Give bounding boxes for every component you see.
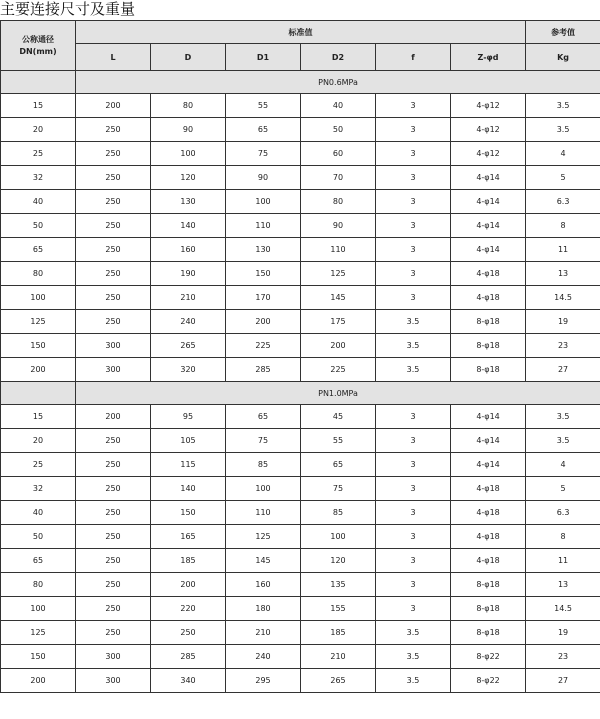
table-cell: 125: [1, 310, 76, 334]
table-cell: 11: [526, 549, 600, 573]
table-cell: 145: [301, 286, 376, 310]
table-cell: 100: [226, 477, 301, 501]
pressure-section-row: [1, 382, 600, 405]
table-cell: 250: [76, 286, 151, 310]
table-cell: 120: [301, 549, 376, 573]
table-cell: 200: [1, 669, 76, 693]
table-cell: 3.5: [376, 621, 451, 645]
table-cell: 250: [151, 621, 226, 645]
table-cell: 200: [76, 94, 151, 118]
table-header: [1, 21, 600, 71]
table-cell: 110: [301, 238, 376, 262]
table-cell: 210: [226, 621, 301, 645]
table-cell: 65: [1, 238, 76, 262]
table-cell: 180: [226, 597, 301, 621]
dn-header-line2: DN(mm): [19, 46, 57, 56]
table-cell: 250: [76, 429, 151, 453]
table-cell: 32: [1, 477, 76, 501]
table-row: [1, 405, 600, 429]
table-cell: 8: [526, 214, 600, 238]
table-cell: 250: [76, 573, 151, 597]
column-header-d1: D1: [226, 44, 301, 71]
table-cell: 80: [1, 573, 76, 597]
table-cell: 8-φ18: [451, 621, 526, 645]
table-cell: 55: [226, 94, 301, 118]
table-row: [1, 190, 600, 214]
table-cell: 300: [76, 358, 151, 382]
table-cell: 125: [301, 262, 376, 286]
table-cell: 100: [301, 525, 376, 549]
table-cell: 3.5: [526, 405, 600, 429]
table-cell: 4-φ18: [451, 262, 526, 286]
table-cell: 80: [301, 190, 376, 214]
table-cell: 65: [301, 453, 376, 477]
table-cell: 3: [376, 118, 451, 142]
table-cell: 75: [226, 142, 301, 166]
table-cell: 8-φ18: [451, 597, 526, 621]
table-cell: 185: [301, 621, 376, 645]
table-cell: 65: [226, 118, 301, 142]
column-header-z-d: Z-φd: [451, 44, 526, 71]
table-cell: 25: [1, 453, 76, 477]
table-cell: 210: [301, 645, 376, 669]
table-cell: 125: [226, 525, 301, 549]
pressure-section-label: PN1.0MPa: [76, 382, 600, 405]
table-cell: 3: [376, 214, 451, 238]
table-row: [1, 525, 600, 549]
table-cell: 250: [76, 453, 151, 477]
column-header-kg: Kg: [526, 44, 600, 71]
dn-header-line1: 公称通径: [22, 34, 54, 44]
reference-value-header: 参考值: [526, 21, 600, 44]
table-cell: 225: [301, 358, 376, 382]
table-row: [1, 334, 600, 358]
table-row: [1, 477, 600, 501]
table-row: [1, 358, 600, 382]
table-cell: 160: [151, 238, 226, 262]
table-cell: 75: [226, 429, 301, 453]
table-row: [1, 214, 600, 238]
table-cell: 200: [226, 310, 301, 334]
table-row: [1, 645, 600, 669]
table-cell: 8-φ22: [451, 645, 526, 669]
table-cell: 4-φ12: [451, 94, 526, 118]
column-header-l: L: [76, 44, 151, 71]
table-cell: 160: [226, 573, 301, 597]
table-cell: 240: [151, 310, 226, 334]
column-header-f: f: [376, 44, 451, 71]
table-row: [1, 429, 600, 453]
table-cell: 115: [151, 453, 226, 477]
table-cell: 4-φ14: [451, 214, 526, 238]
table-cell: 85: [301, 501, 376, 525]
table-cell: 220: [151, 597, 226, 621]
table-cell: 90: [301, 214, 376, 238]
table-cell: 130: [226, 238, 301, 262]
pressure-section-row: [1, 71, 600, 94]
table-cell: 4-φ18: [451, 286, 526, 310]
table-cell: 8-φ18: [451, 358, 526, 382]
table-cell: 265: [151, 334, 226, 358]
column-header-d: D: [151, 44, 226, 71]
table-cell: 3.5: [376, 645, 451, 669]
table-cell: 40: [301, 94, 376, 118]
table-cell: 105: [151, 429, 226, 453]
table-cell: 250: [76, 501, 151, 525]
table-cell: 3: [376, 238, 451, 262]
table-row: [1, 669, 600, 693]
table-cell: 110: [226, 501, 301, 525]
table-cell: 4: [526, 453, 600, 477]
table-cell: 3.5: [376, 310, 451, 334]
table-row: [1, 549, 600, 573]
table-cell: 5: [526, 166, 600, 190]
table-cell: 3: [376, 94, 451, 118]
table-cell: 27: [526, 358, 600, 382]
table-cell: 3: [376, 525, 451, 549]
standard-value-header: 标准值: [76, 21, 526, 44]
table-cell: 19: [526, 310, 600, 334]
table-cell: 170: [226, 286, 301, 310]
table-cell: 3: [376, 142, 451, 166]
table-cell: 125: [1, 621, 76, 645]
dn-header: [1, 21, 76, 71]
table-cell: 27: [526, 669, 600, 693]
table-row: [1, 573, 600, 597]
table-cell: 60: [301, 142, 376, 166]
table-body: [1, 71, 600, 693]
table-cell: 185: [151, 549, 226, 573]
table-cell: 3: [376, 453, 451, 477]
table-cell: 140: [151, 477, 226, 501]
table-cell: 140: [151, 214, 226, 238]
table-row: [1, 621, 600, 645]
table-cell: 3.5: [526, 118, 600, 142]
table-cell: 250: [76, 525, 151, 549]
table-cell: 120: [151, 166, 226, 190]
table-cell: 3: [376, 597, 451, 621]
table-cell: 70: [301, 166, 376, 190]
table-cell: 4-φ14: [451, 190, 526, 214]
table-row: [1, 597, 600, 621]
table-cell: 15: [1, 405, 76, 429]
table-cell: 4-φ18: [451, 549, 526, 573]
pressure-section-label: PN0.6MPa: [76, 71, 600, 94]
table-cell: 150: [226, 262, 301, 286]
table-cell: 50: [301, 118, 376, 142]
table-cell: 100: [226, 190, 301, 214]
table-cell: 250: [76, 214, 151, 238]
table-row: [1, 453, 600, 477]
table-cell: 4-φ18: [451, 501, 526, 525]
table-cell: 4-φ14: [451, 238, 526, 262]
table-cell: 250: [76, 477, 151, 501]
table-cell: 200: [301, 334, 376, 358]
table-cell: 250: [76, 549, 151, 573]
table-cell: 300: [76, 334, 151, 358]
table-cell: 285: [226, 358, 301, 382]
table-cell: 8-φ18: [451, 310, 526, 334]
table-cell: 250: [76, 190, 151, 214]
table-cell: 8-φ18: [451, 573, 526, 597]
table-cell: 25: [1, 142, 76, 166]
table-row: [1, 142, 600, 166]
table-cell: 295: [226, 669, 301, 693]
table-cell: 4-φ12: [451, 142, 526, 166]
table-cell: 85: [226, 453, 301, 477]
table-row: [1, 262, 600, 286]
table-row: [1, 94, 600, 118]
table-cell: 4-φ14: [451, 429, 526, 453]
table-cell: 23: [526, 334, 600, 358]
table-row: [1, 118, 600, 142]
table-cell: 6.3: [526, 190, 600, 214]
column-header-d2: D2: [301, 44, 376, 71]
table-cell: 145: [226, 549, 301, 573]
table-cell: 250: [76, 142, 151, 166]
table-cell: 3.5: [376, 334, 451, 358]
table-cell: 240: [226, 645, 301, 669]
document-title: 主要连接尺寸及重量: [0, 0, 136, 18]
table-cell: 6.3: [526, 501, 600, 525]
table-cell: 45: [301, 405, 376, 429]
table-cell: 13: [526, 262, 600, 286]
table-cell: 100: [151, 142, 226, 166]
table-cell: 14.5: [526, 597, 600, 621]
table-cell: 200: [1, 358, 76, 382]
table-cell: 3: [376, 405, 451, 429]
table-cell: 200: [151, 573, 226, 597]
table-cell: 130: [151, 190, 226, 214]
table-cell: 250: [76, 118, 151, 142]
table-cell: 150: [151, 501, 226, 525]
table-cell: 4-φ14: [451, 453, 526, 477]
table-cell: 135: [301, 573, 376, 597]
table-cell: 3.5: [376, 669, 451, 693]
table-cell: 225: [226, 334, 301, 358]
table-row: [1, 501, 600, 525]
table-cell: 8: [526, 525, 600, 549]
table-cell: 4-φ12: [451, 118, 526, 142]
table-cell: 150: [1, 334, 76, 358]
table-cell: 3.5: [526, 429, 600, 453]
table-cell: 4: [526, 142, 600, 166]
table-cell: 110: [226, 214, 301, 238]
table-row: [1, 286, 600, 310]
table-cell: 250: [76, 310, 151, 334]
table-cell: 320: [151, 358, 226, 382]
table-cell: 23: [526, 645, 600, 669]
table-cell: 5: [526, 477, 600, 501]
table-cell: 250: [76, 621, 151, 645]
table-cell: 4-φ18: [451, 525, 526, 549]
table-cell: 75: [301, 477, 376, 501]
table-cell: 4-φ14: [451, 166, 526, 190]
table-cell: 13: [526, 573, 600, 597]
table-cell: 250: [76, 238, 151, 262]
table-cell: 55: [301, 429, 376, 453]
table-cell: 15: [1, 94, 76, 118]
table-cell: 155: [301, 597, 376, 621]
table-cell: 90: [151, 118, 226, 142]
table-cell: 80: [151, 94, 226, 118]
table-cell: 3: [376, 166, 451, 190]
table-cell: 32: [1, 166, 76, 190]
table-cell: 90: [226, 166, 301, 190]
table-cell: 100: [1, 597, 76, 621]
table-cell: 14.5: [526, 286, 600, 310]
table-cell: 50: [1, 214, 76, 238]
table-cell: 65: [1, 549, 76, 573]
table-cell: 265: [301, 669, 376, 693]
table-cell: 50: [1, 525, 76, 549]
table-cell: 95: [151, 405, 226, 429]
table-cell: 190: [151, 262, 226, 286]
table-cell: 80: [1, 262, 76, 286]
table-cell: 3: [376, 429, 451, 453]
table-cell: 340: [151, 669, 226, 693]
table-cell: 285: [151, 645, 226, 669]
table-cell: 20: [1, 118, 76, 142]
table-cell: 8-φ18: [451, 334, 526, 358]
table-cell: 3: [376, 573, 451, 597]
table-row: [1, 310, 600, 334]
table-cell: 40: [1, 501, 76, 525]
table-cell: 250: [76, 597, 151, 621]
table-cell: 100: [1, 286, 76, 310]
table-cell: 3: [376, 190, 451, 214]
table-cell: 150: [1, 645, 76, 669]
table-cell: 3: [376, 501, 451, 525]
table-cell: 19: [526, 621, 600, 645]
table-cell: 11: [526, 238, 600, 262]
table-cell: 3.5: [526, 94, 600, 118]
table-cell: 65: [226, 405, 301, 429]
table-cell: 4-φ14: [451, 405, 526, 429]
table-cell: 300: [76, 669, 151, 693]
table-cell: 210: [151, 286, 226, 310]
table-cell: 8-φ22: [451, 669, 526, 693]
table-cell: 250: [76, 262, 151, 286]
table-cell: 3: [376, 549, 451, 573]
table-cell: 3.5: [376, 358, 451, 382]
table-cell: 200: [76, 405, 151, 429]
table-cell: 4-φ18: [451, 477, 526, 501]
table-cell: 20: [1, 429, 76, 453]
table-row: [1, 166, 600, 190]
specification-table: [0, 20, 600, 693]
table-cell: 165: [151, 525, 226, 549]
table-cell: 175: [301, 310, 376, 334]
table-cell: 40: [1, 190, 76, 214]
table-row: [1, 238, 600, 262]
table-cell: 3: [376, 477, 451, 501]
table-cell: 3: [376, 286, 451, 310]
table-cell: 250: [76, 166, 151, 190]
table-cell: 300: [76, 645, 151, 669]
table-cell: 3: [376, 262, 451, 286]
